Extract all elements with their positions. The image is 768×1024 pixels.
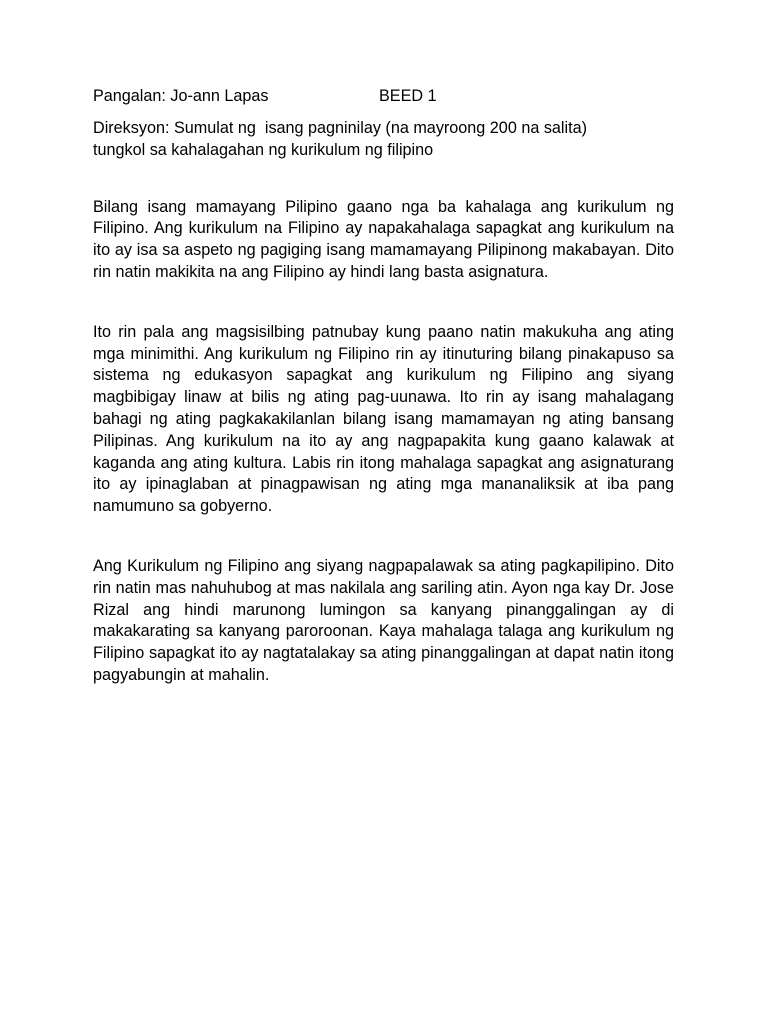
paragraph-1: Bilang isang mamayang Pilipino gaano nga ba kahalaga ang kurikulum ng Filipino. Ang kurikulum na Filipino ay napakahalaga sapagkat ang kurikulum na ito ay isa sa aspeto ng pagiging isang mamamayang Pilipinong makabayan. Dito rin natin makikita na ang Filipino ay hindi lang basta asignatura. <box>93 197 674 281</box>
course-label: BEED 1 <box>379 87 437 105</box>
document-page <box>93 86 674 687</box>
directions-line-2: tungkol sa kahalagahan ng kurikulum ng filipino <box>93 140 434 159</box>
paragraph-2: Ito rin pala ang magsisilbing patnubay kung paano natin makukuha ang ating mga minimithi. Ang kurikulum ng Filipino rin ay itinuturing bilang pinakapuso sa sistema ng edukasyon sapagkat ang kurikulum ng Filipino ang siyang magbibigay linaw at bilis ng ating pag-uunawa. Ito rin ay isang mahalagang bahagi ng ating pagkakakilanlan bilang isang mamamayan ng ating bansang Pilipinas. Ang kurikulum na ito ay ang nagpapakita kung gaano kalawak at kaganda ang ating kultura. Labis rin itong mahalaga sapagkat ang asignaturang ito ay ipinaglaban at pinagpawisan ng ating mga mananaliksik at iba pang namumuno sa gobyerno. <box>93 322 674 516</box>
student-name: Pangalan: Jo-ann Lapas <box>93 87 269 105</box>
paragraph-3: Ang Kurikulum ng Filipino ang siyang nagpapalawak sa ating pagkapilipino. Dito rin natin mas nahuhubog at mas nakilala ang sariling atin. Ayon nga kay Dr. Jose Rizal ang hindi marunong lumingon sa kanyang pinanggalingan ay di makakarating sa kanyang paroroonan. Kaya mahalaga talaga ang kurikulum ng Filipino sapagkat ito ay nagtatalakay sa ating pinanggalingan at dapat natin itong pagyabungin at mahalin. <box>93 556 674 684</box>
directions-line-1: Direksyon: Sumulat ng isang pagninilay (na mayroong 200 na salita) <box>93 119 587 137</box>
directions <box>93 118 674 162</box>
header-line <box>93 86 674 108</box>
